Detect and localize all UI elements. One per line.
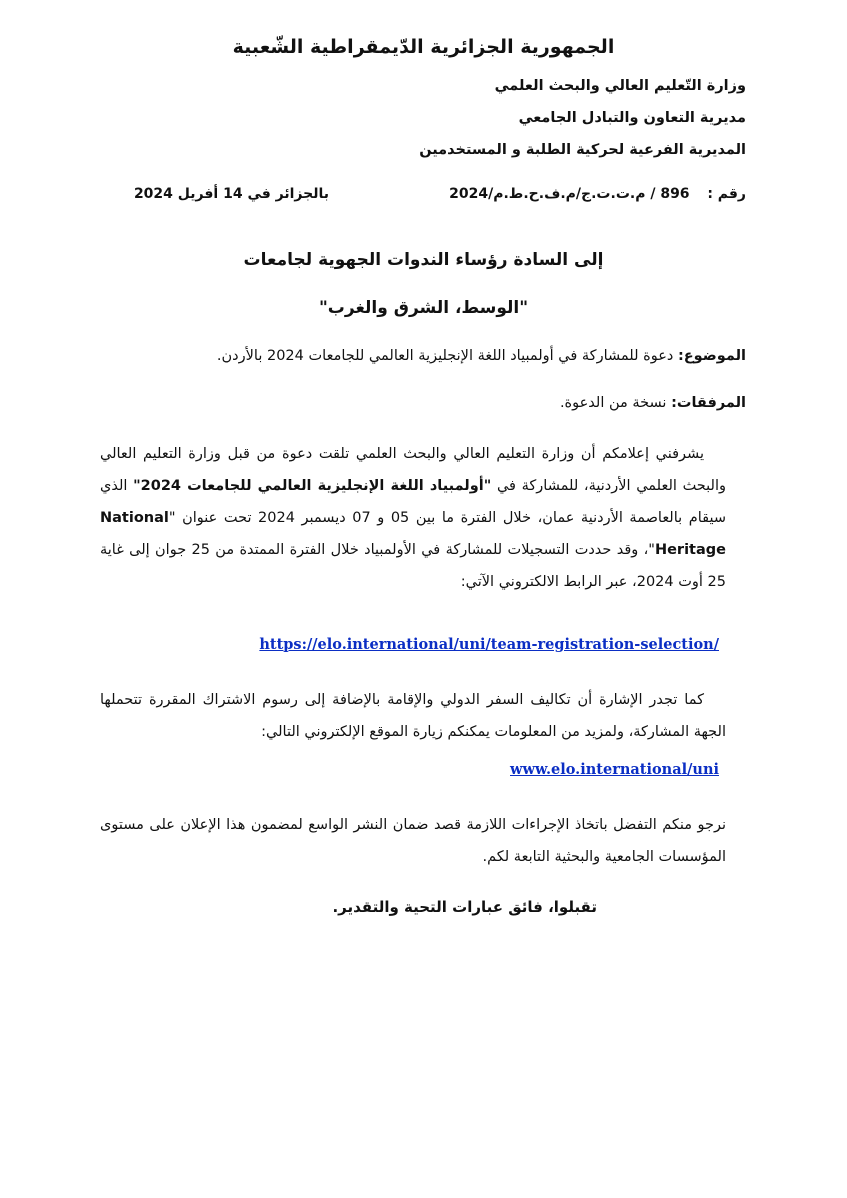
addressee-line-2: "الوسط، الشرق والغرب" (318, 298, 529, 318)
website-link[interactable]: www.elo.international/uni (510, 761, 719, 778)
closing-line: تقبلوا، فائق عبارات التحية والتقدير. (332, 898, 597, 916)
p1-text-c: "، وقد حددت التسجيلات للمشاركة في الأولمبياد خلال الفترة الممتدة من 25 جوان إلى غاية 25 أوت 2024، عبر الرابط الالكتروني الآتي: (100, 542, 726, 590)
p1-event-name: "أولمبياد اللغة الإنجليزية العالمي للجامعات 2024" (133, 478, 492, 494)
p1-text-a: يشرفني إعلامكم أن وزارة التعليم العالي والبحث العلمي تلقت دعوة من قبل وزارة التعليم العالي والبحث العلمي الأردنية، للمشاركة في (100, 446, 726, 494)
body-paragraph-1 (100, 438, 726, 598)
addressee-line-1: إلى السادة رؤساء الندوات الجهوية لجامعات (243, 250, 604, 270)
registration-link-row (259, 636, 719, 653)
p3-text: نرجو منكم التفضل باتخاذ الإجراءات اللازمة قصد ضمان النشر الواسع لمضمون هذا الإعلان على مستوى المؤسسات الجامعية والبحثية التابعة لكم. (100, 817, 726, 865)
reference-number-value: 896 / م.ت.ت.ج/م.ف.ح.ط.م/2024 (449, 186, 690, 202)
body-paragraph-2 (100, 684, 726, 748)
attachments-label: المرفقات: (671, 395, 746, 411)
subject-text: دعوة للمشاركة في أولمبياد اللغة الإنجليزية العالمي للجامعات 2024 بالأردن. (216, 348, 678, 364)
body-paragraph-3 (100, 809, 726, 873)
directorate-name: مديرية التعاون والتبادل الجامعي (518, 110, 746, 126)
registration-link[interactable]: https://elo.international/uni/team-registration-selection/ (259, 636, 719, 653)
attachments-line (560, 395, 746, 411)
reference-number-label: رقم : (707, 186, 746, 202)
ministry-name: وزارة التّعليم العالي والبحث العلمي (494, 78, 746, 94)
subject-label: الموضوع: (677, 348, 746, 364)
p1-theme: National Heritage (100, 510, 726, 558)
p1-text-b: الذي سيقام بالعاصمة الأردنية عمان، خلال الفترة ما بين 05 و 07 ديسمبر 2024 تحت عنوان " (100, 478, 726, 526)
p2-text: كما تجدر الإشارة أن تكاليف السفر الدولي والإقامة بالإضافة إلى رسوم الاشتراك المقررة تتحملها الجهة المشاركة، ولمزيد من المعلومات يمكنكم زيارة الموقع الإلكتروني التالي: (100, 692, 726, 740)
reference-number (449, 186, 746, 202)
subject-line (217, 348, 746, 364)
attachments-text: نسخة من الدعوة. (559, 395, 672, 411)
website-link-row (510, 761, 719, 778)
place-date: بالجزائر في 14 أفريل 2024 (133, 186, 329, 202)
republic-title: الجمهورية الجزائرية الدّيمقراطية الشّعبية (232, 36, 615, 58)
sub-directorate-name: المديرية الفرعية لحركية الطلبة و المستخدمين (419, 142, 746, 158)
